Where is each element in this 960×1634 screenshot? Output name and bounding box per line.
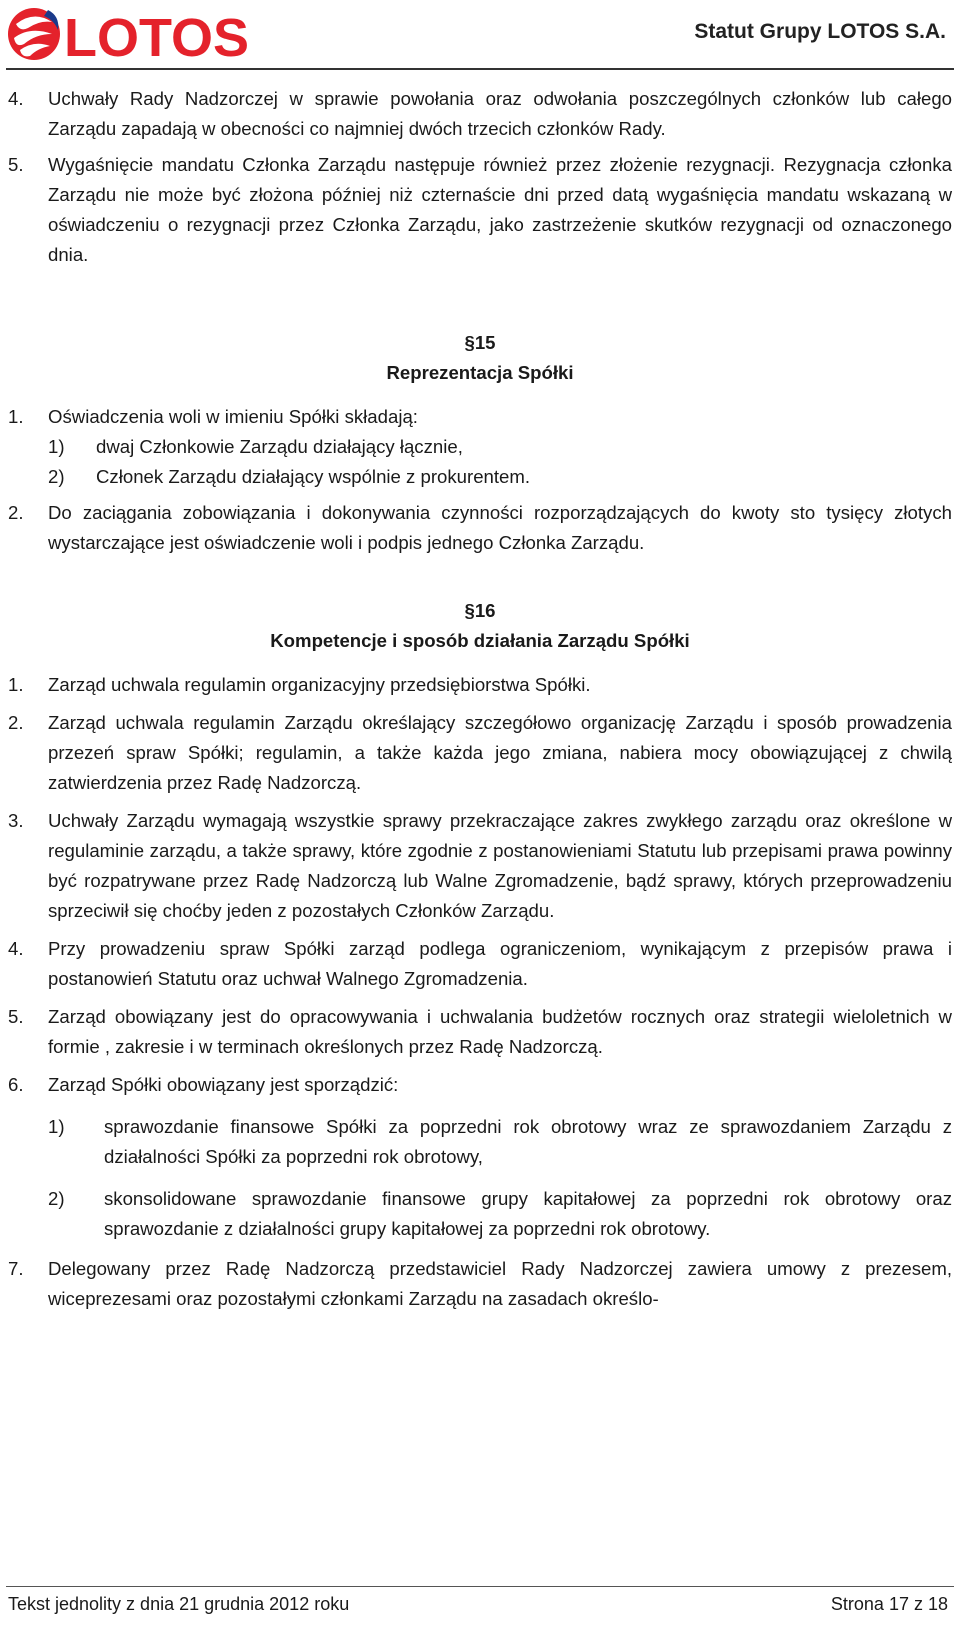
sub-item-text: skonsolidowane sprawozdanie finansowe grupy kapitałowej za poprzedni rok obrotowy oraz sprawozdanie z działalności grupy kapitałowej za poprzedni rok obrotowy. — [104, 1188, 952, 1239]
page-number: Strona 17 z 18 — [830, 1594, 948, 1614]
header-divider — [6, 68, 954, 70]
section-title: Reprezentacja Spółki — [386, 362, 574, 383]
footer-date: Tekst jednolity z dnia 21 grudnia 2012 roku — [8, 1594, 350, 1614]
section-number: §16 — [464, 600, 496, 621]
item-text: Uchwały Zarządu wymagają wszystkie sprawy przekraczające zakres zwykłego zarządu oraz określone w regulaminie zarządu, a także sprawy, które zgodnie z postanowieniami Statutu lub przepisami prawa powinny być rozpatrywane przez Radę Nadzorczą lub Walne Zgromadzenie, bądź sprawy, których przeprowadzeniu sprzeciwił się choćby jeden z pozostałych Członków Zarządu. — [48, 810, 952, 921]
sub-item-number: 2) — [48, 1188, 65, 1209]
item-number: 3. — [8, 810, 24, 831]
item-text: Zarząd uchwala regulamin Zarządu określający szczegółowo organizację Zarządu i sposób prowadzenia przezeń spraw Spółki; regulamin, a także każda jego zmiana, nabiera mocy obowiązującej z chwilą zatwierdzenia przez Radę Nadzorczą. — [48, 712, 952, 793]
logo-text: LOTOS — [64, 8, 250, 68]
list-item — [8, 806, 952, 926]
document-title: Statut Grupy LOTOS S.A. — [694, 20, 946, 43]
document-body — [8, 84, 952, 1314]
list-item — [8, 402, 952, 432]
sub-list-item — [48, 432, 952, 462]
item-text: Wygaśnięcie mandatu Członka Zarządu następuje również przez złożenie rezygnacji. Rezygnacja członka Zarządu nie może być złożona później niż czternaście dni przed datą wygaśnięcia mandatu wskazaną w oświadczeniu o rezygnacji przez Członka Zarządu, jako zastrzeżenie skutków rezygnacji od oznaczonego dnia. — [48, 154, 952, 265]
lotos-emblem-icon — [8, 8, 60, 60]
item-text: Do zaciągania zobowiązania i dokonywania czynności rozporządzających do kwoty sto tysięcy złotych wystarczające jest oświadczenie woli i podpis jednego Członka Zarządu. — [48, 502, 952, 553]
page-header — [0, 0, 960, 70]
item-text: Zarząd Spółki obowiązany jest sporządzić: — [48, 1074, 399, 1095]
lotos-logo — [4, 2, 254, 68]
item-number: 2. — [8, 712, 24, 733]
sub-list-item — [48, 462, 952, 492]
section-number: §15 — [464, 332, 496, 353]
item-text: Przy prowadzeniu spraw Spółki zarząd podlega ograniczeniom, wynikającym z przepisów prawa i postanowień Statutu oraz uchwał Walnego Zgromadzenia. — [48, 938, 952, 989]
list-item — [8, 1002, 952, 1062]
section-title: Kompetencje i sposób działania Zarządu Spółki — [270, 630, 690, 651]
item-text: Zarząd obowiązany jest do opracowywania i uchwalania budżetów rocznych oraz strategii wieloletnich w formie , zakresie i w terminach określonych przez Radę Nadzorczą. — [48, 1006, 952, 1057]
list-item — [8, 934, 952, 994]
item-text: Zarząd uchwala regulamin organizacyjny przedsiębiorstwa Spółki. — [48, 674, 591, 695]
sub-list-item — [48, 1112, 952, 1172]
item-number: 4. — [8, 938, 24, 959]
sub-item-number: 1) — [48, 436, 65, 457]
list-item — [8, 1254, 952, 1314]
sub-item-text: dwaj Członkowie Zarządu działający łącznie, — [96, 436, 463, 457]
item-text: Oświadczenia woli w imieniu Spółki składają: — [48, 406, 418, 427]
item-number: 4. — [8, 88, 24, 109]
item-number: 5. — [8, 154, 24, 175]
list-item — [8, 498, 952, 558]
item-number: 7. — [8, 1258, 24, 1279]
list-item — [8, 708, 952, 798]
sub-item-text: Członek Zarządu działający wspólnie z prokurentem. — [96, 466, 531, 487]
item-number: 2. — [8, 502, 24, 523]
item-number: 5. — [8, 1006, 24, 1027]
item-number: 6. — [8, 1074, 24, 1095]
item-number: 1. — [8, 674, 24, 695]
list-item — [8, 670, 952, 700]
sub-item-number: 1) — [48, 1116, 65, 1137]
list-item — [8, 150, 952, 270]
list-item — [8, 1070, 952, 1100]
sub-item-number: 2) — [48, 466, 65, 487]
sub-item-text: sprawozdanie finansowe Spółki za poprzedni rok obrotowy wraz ze sprawozdaniem Zarządu z działalności Spółki za poprzedni rok obrotowy, — [104, 1116, 952, 1167]
item-text: Delegowany przez Radę Nadzorczą przedstawiciel Rady Nadzorczej zawiera umowy z prezesem, wiceprezesami oraz pozostałymi członkami Zarządu na zasadach określo- — [48, 1258, 952, 1309]
sub-list-item — [48, 1184, 952, 1244]
list-item — [8, 84, 952, 144]
item-number: 1. — [8, 406, 24, 427]
item-text: Uchwały Rady Nadzorczej w sprawie powołania oraz odwołania poszczególnych członków lub całego Zarządu zapadają w obecności co najmniej dwóch trzecich członków Rady. — [48, 88, 952, 139]
footer-divider — [6, 1586, 954, 1587]
